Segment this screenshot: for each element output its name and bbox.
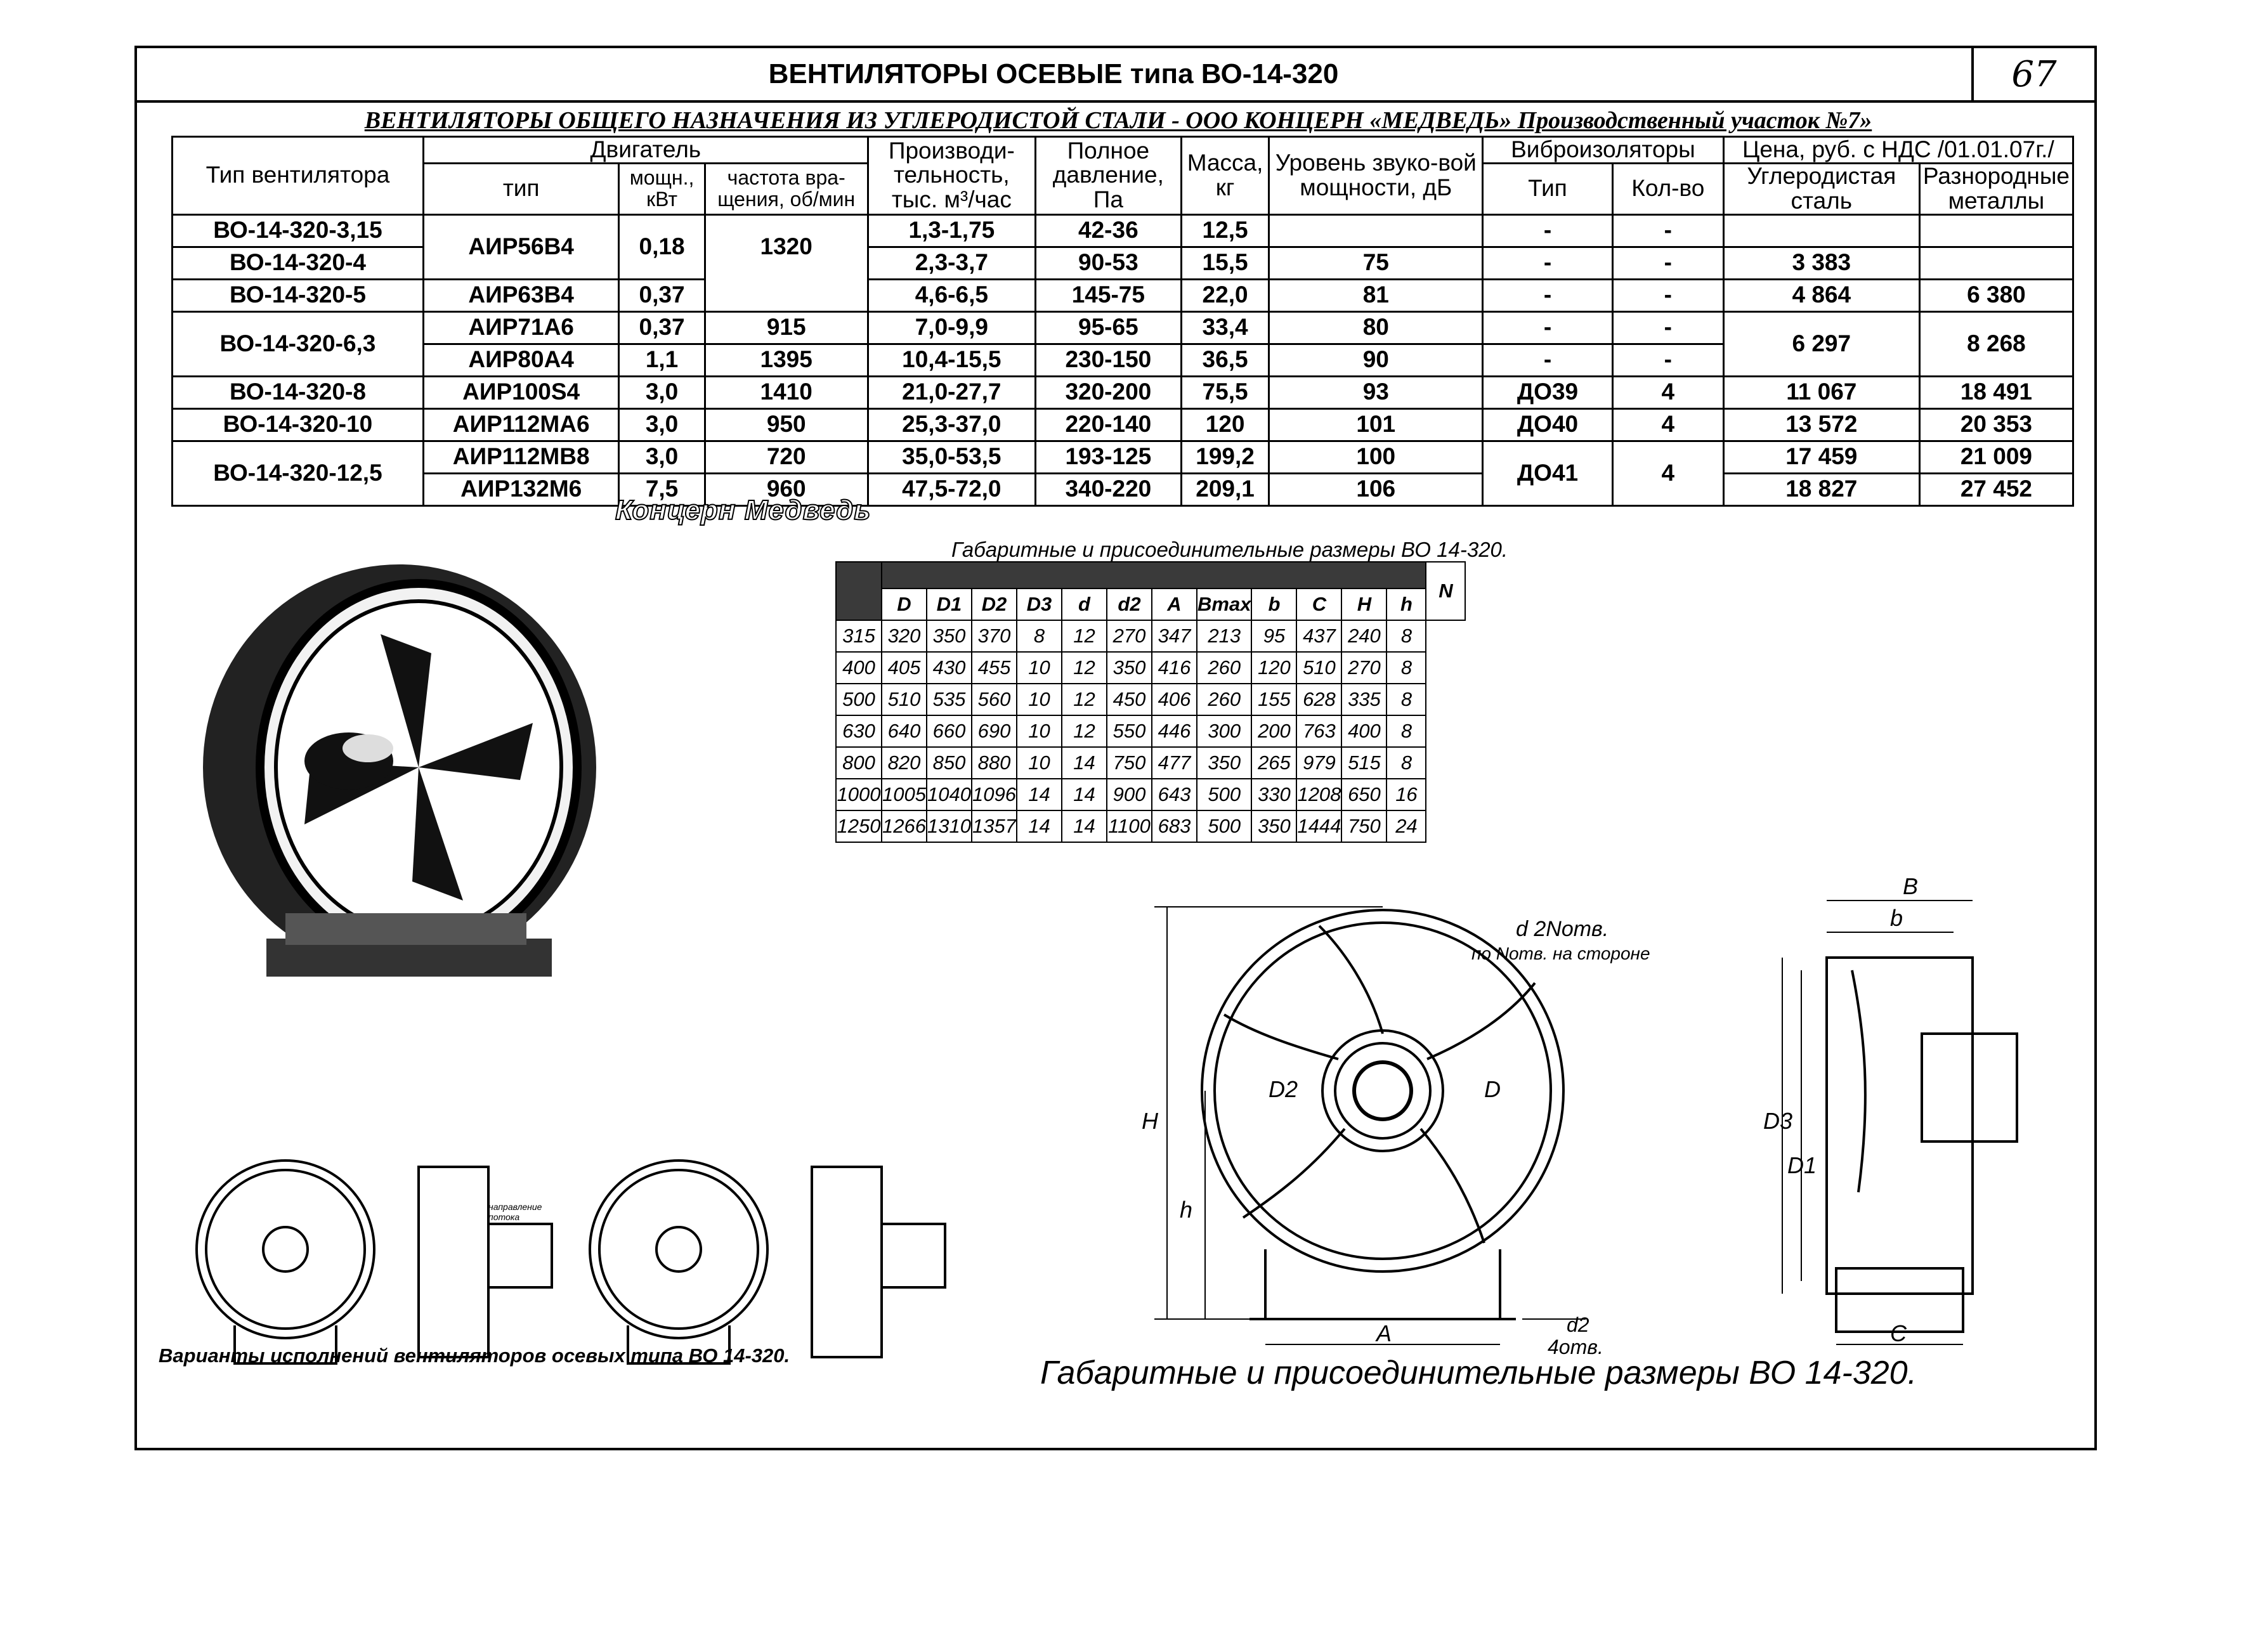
side-view-drawing bbox=[1763, 875, 2030, 1363]
table-row: ВО-14-320-3,15 АИР56В4 0,18 1320 1,3-1,75 42-36 12,5 - - bbox=[173, 214, 2073, 247]
table-row: ВО-14-320-5 АИР63В4 0,37 4,6-6,5 145-75 22,0 81 - - 4 864 6 380 bbox=[173, 279, 2073, 311]
company-logo: Концерн Медведь bbox=[615, 495, 871, 526]
dims-header-N: N bbox=[1426, 562, 1465, 620]
label-D1: D1 bbox=[1787, 1152, 1817, 1178]
col-pressure-header: Полное давление, Па bbox=[1036, 137, 1182, 215]
label-C: C bbox=[1890, 1320, 1907, 1346]
col-price-carbon: Углеродистая сталь bbox=[1723, 163, 1919, 214]
col-motor-type: тип bbox=[423, 163, 619, 214]
header-bar bbox=[137, 48, 2094, 103]
table-row: ВО-14-320-12,5 АИР112МВ8 3,0 720 35,0-53,5 193-125 199,2 100 ДО41 4 17 459 21 009 bbox=[173, 441, 2073, 473]
col-vibro-header: Виброизоляторы bbox=[1483, 137, 1724, 164]
spec-table bbox=[171, 136, 2074, 507]
label-d2: d2 bbox=[1567, 1313, 1589, 1336]
dims-caption: Габаритные и присоединительные размеры ВО 14-320. bbox=[1040, 1355, 1917, 1391]
page-title: ВЕНТИЛЯТОРЫ ОСЕВЫЕ типа ВО-14-320 bbox=[768, 58, 1339, 89]
dims-row: 315 320 350 370 8 12 270 347 213 95 437 240 8 bbox=[836, 620, 1465, 652]
table-row: ВО-14-320-8 АИР100S4 3,0 1410 21,0-27,7 320-200 75,5 93 ДО39 4 11 067 18 491 bbox=[173, 376, 2073, 408]
label-D3: D3 bbox=[1763, 1108, 1793, 1134]
label-D2: D2 bbox=[1269, 1076, 1298, 1102]
dims-row: 1250 1266 1310 1357 14 14 1100 683 500 350 1444 750 24 bbox=[836, 810, 1465, 842]
label-H: H bbox=[1142, 1108, 1158, 1134]
page-number: 67 bbox=[1971, 48, 2094, 100]
variants-caption: Варианты исполнений вентиляторов осевых типа ВО 14-320. bbox=[159, 1344, 790, 1367]
col-price-header: Цена, руб. с НДС /01.01.07г./ bbox=[1723, 137, 2073, 164]
label-A: A bbox=[1376, 1320, 1392, 1346]
table-row: ВО-14-320-6,3 АИР71А6 0,37 915 7,0-9,9 95-65 33,4 80 - - 6 297 8 268 bbox=[173, 311, 2073, 344]
dims-table-caption: Габаритные и присоединительные размеры ВО 14-320. bbox=[951, 538, 1508, 561]
col-mass-header: Масса, кг bbox=[1181, 137, 1269, 215]
col-vibro-type: Тип bbox=[1483, 163, 1613, 214]
dims-row: 800 820 850 880 10 14 750 477 350 265 979 515 8 bbox=[836, 747, 1465, 779]
col-vibro-qty: Кол-во bbox=[1612, 163, 1723, 214]
label-b: b bbox=[1890, 905, 1903, 931]
dims-row: 1000 1005 1040 1096 14 14 900 643 500 330 1208 650 16 bbox=[836, 779, 1465, 810]
page-subtitle: ВЕНТИЛЯТОРЫ ОБЩЕГО НАЗНАЧЕНИЯ ИЗ УГЛЕРОДИСТОЙ СТАЛИ - ООО КОНЦЕРН «МЕДВЕДЬ» Производственный участок №7» bbox=[364, 107, 1872, 134]
fan-photo bbox=[190, 558, 622, 1027]
table-row: ВО-14-320-4 2,3-3,7 90-53 15,5 75 - - 3 383 bbox=[173, 247, 2073, 279]
table-row: АИР132М6 7,5 960 47,5-72,0 340-220 209,1 106 18 827 27 452 bbox=[173, 473, 2073, 505]
col-capacity-header: Производи-тельность, тыс. м³/час bbox=[868, 137, 1035, 215]
col-type-header: Тип вентилятора bbox=[173, 137, 424, 215]
col-noise-header: Уровень звуко-вой мощности, дБ bbox=[1269, 137, 1483, 215]
table-row: АИР80А4 1,1 1395 10,4-15,5 230-150 36,5 90 - - bbox=[173, 344, 2073, 376]
table-row: ВО-14-320-10 АИР112МА6 3,0 950 25,3-37,0 220-140 120 101 ДО40 4 13 572 20 353 bbox=[173, 408, 2073, 441]
col-motor-speed: частота вра-щения, об/мин bbox=[705, 163, 868, 214]
label-h: h bbox=[1180, 1197, 1193, 1223]
dims-table: N D D1 D2 D3 d d2 A Bmax b C H h 315 320 350 370 8 12 270 347 213 95 437 240 8 400 405 430 455 10 12 350 416 260 120 510 270 8 500 510 535 560 10 12 450 406 260 155 628 335 8 630 640 660 690 10 12 550 446 300 200 763 400 8 800 820 850 880 10 14 750 477 350 265 979 515 8 1000 1005 1040 1096 14 14 900 643 500 330 1208 650 16 1250 1266 1310 1357 14 14 1100 683 500 350 1444 750 24 bbox=[835, 561, 1466, 843]
label-d2-note: 4отв. bbox=[1548, 1336, 1603, 1357]
dims-row: 630 640 660 690 10 12 550 446 300 200 763 400 8 bbox=[836, 715, 1465, 747]
label-D: D bbox=[1484, 1076, 1501, 1102]
dims-row: 500 510 535 560 10 12 450 406 260 155 628 335 8 bbox=[836, 684, 1465, 715]
col-price-mixed: Разнородные металлы bbox=[1919, 163, 2073, 214]
col-motor-header: Двигатель bbox=[423, 137, 868, 164]
rotation-label: направление потока bbox=[488, 1202, 542, 1222]
holes-note: по Nотв. на стороне bbox=[1471, 944, 1650, 963]
holes-label: d 2Nотв. bbox=[1516, 917, 1609, 941]
col-motor-power: мощн., кВт bbox=[619, 163, 705, 214]
dims-row: 400 405 430 455 10 12 350 416 260 120 510 270 8 bbox=[836, 652, 1465, 684]
label-B: B bbox=[1903, 875, 1919, 899]
